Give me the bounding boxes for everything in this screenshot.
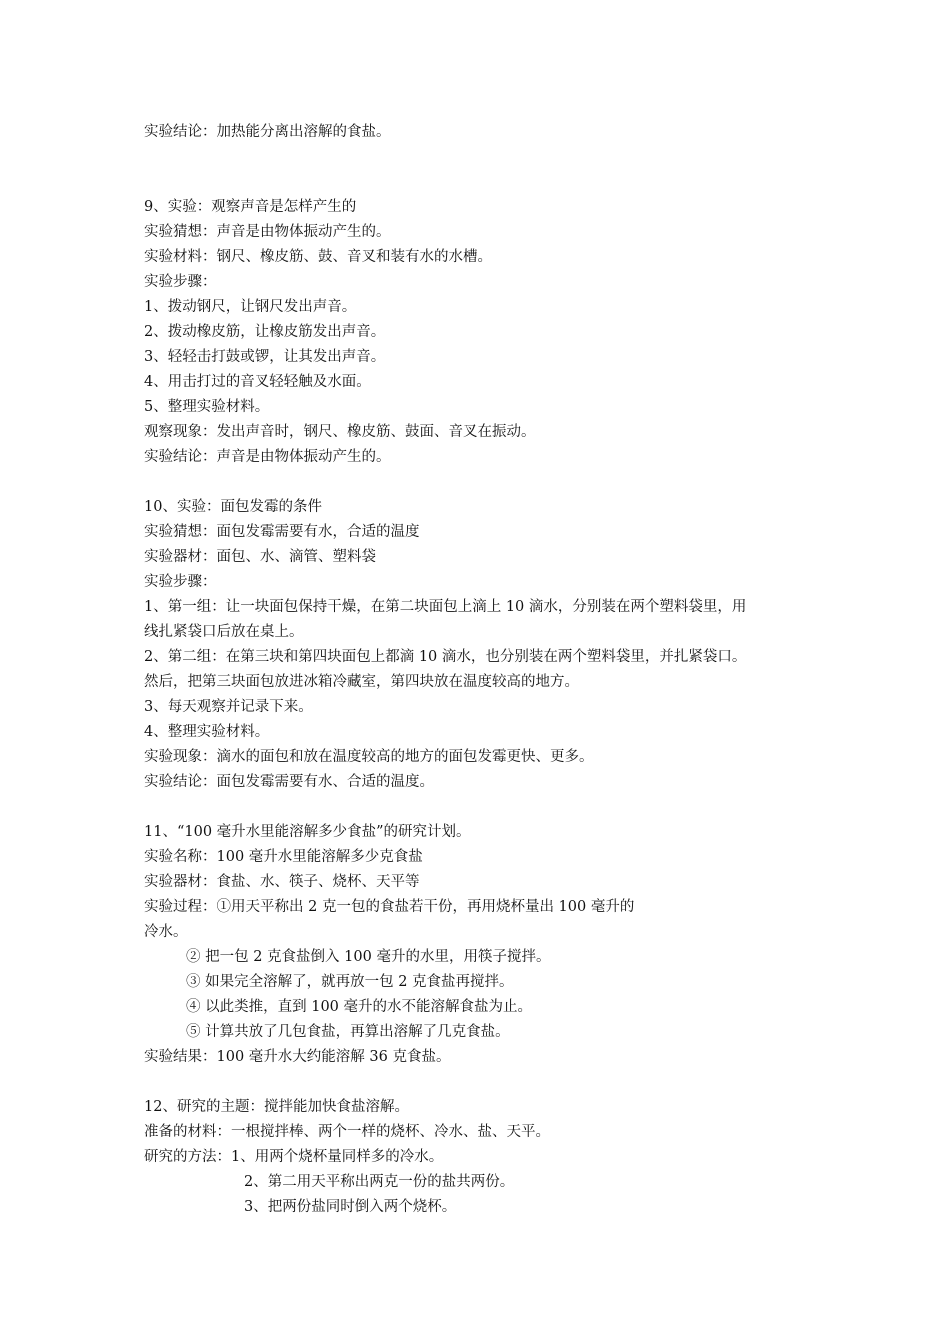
exp10-phenomenon: 实验现象：滴水的面包和放在温度较高的地方的面包发霉更快、更多。 (144, 749, 594, 765)
exp10-title: 10、实验：面包发霉的条件 (144, 499, 322, 515)
experiment-11-section (144, 820, 824, 1070)
exp11-title: 11、“100 毫升水里能溶解多少食盐”的研究计划。 (144, 824, 471, 840)
exp9-step: 2、拨动橡皮筋，让橡皮筋发出声音。 (144, 324, 386, 340)
exp12-method: 研究的方法：1、用两个烧杯量同样多的冷水。 (144, 1149, 444, 1165)
prev-conclusion: 实验结论：加热能分离出溶解的食盐。 (144, 124, 391, 140)
exp10-step4: 4、整理实验材料。 (144, 724, 270, 740)
spacer (144, 145, 824, 195)
exp9-observation: 观察现象：发出声音时，钢尺、橡皮筋、鼓面、音叉在振动。 (144, 424, 536, 440)
exp10-steps-label: 实验步骤： (144, 574, 217, 590)
exp10-step3: 3、每天观察并记录下来。 (144, 699, 313, 715)
exp12-materials: 准备的材料：一根搅拌棒、两个一样的烧杯、冷水、盐、天平。 (144, 1124, 550, 1140)
exp11-equipment: 实验器材：食盐、水、筷子、烧杯、天平等 (144, 874, 420, 890)
exp12-method-step: 3、把两份盐同时倒入两个烧杯。 (244, 1199, 457, 1215)
exp9-conclusion: 实验结论：声音是由物体振动产生的。 (144, 449, 391, 465)
experiment-12-section (144, 1095, 824, 1220)
exp9-steps-label: 实验步骤： (144, 274, 217, 290)
exp11-name: 实验名称：100 毫升水里能溶解多少克食盐 (144, 849, 423, 865)
exp11-result: 实验结果：100 毫升水大约能溶解 36 克食盐。 (144, 1049, 451, 1065)
experiment-10-section (144, 495, 824, 795)
exp11-process: 实验过程：①用天平称出 2 克一包的食盐若干份，再用烧杯量出 100 毫升的 (144, 899, 635, 915)
exp10-step2: 2、第二组：在第三块和第四块面包上都滴 10 滴水，也分别装在两个塑料袋里，并扎紧袋口。 (144, 649, 747, 665)
exp9-step: 1、拨动钢尺，让钢尺发出声音。 (144, 299, 357, 315)
exp10-guess: 实验猜想：面包发霉需要有水，合适的温度 (144, 524, 420, 540)
exp9-materials: 实验材料：钢尺、橡皮筋、鼓、音叉和装有水的水槽。 (144, 249, 492, 265)
exp10-step1-cont: 线扎紧袋口后放在桌上。 (144, 624, 304, 640)
exp9-title: 9、实验：观察声音是怎样产生的 (144, 199, 357, 215)
spacer (144, 1070, 824, 1095)
experiment-9-section (144, 195, 824, 470)
exp12-method-step: 2、第二用天平称出两克一份的盐共两份。 (244, 1174, 515, 1190)
document-page (144, 120, 824, 1220)
exp10-step1: 1、第一组：让一块面包保持干燥，在第二块面包上滴上 10 滴水，分别装在两个塑料袋里，用 (144, 599, 747, 615)
exp9-step: 5、整理实验材料。 (144, 399, 270, 415)
exp10-equipment: 实验器材：面包、水、滴管、塑料袋 (144, 549, 376, 565)
exp11-process-step: ④ 以此类推，直到 100 毫升的水不能溶解食盐为止。 (186, 999, 533, 1015)
exp11-process-step: ② 把一包 2 克食盐倒入 100 毫升的水里，用筷子搅拌。 (186, 949, 551, 965)
exp10-conclusion: 实验结论：面包发霉需要有水、合适的温度。 (144, 774, 434, 790)
exp11-process-step: ③ 如果完全溶解了，就再放一包 2 克食盐再搅拌。 (186, 974, 514, 990)
exp11-process-step: ⑤ 计算共放了几包食盐，再算出溶解了几克食盐。 (186, 1024, 510, 1040)
spacer (144, 470, 824, 495)
exp9-step: 3、轻轻击打鼓或锣，让其发出声音。 (144, 349, 386, 365)
spacer (144, 795, 824, 820)
exp11-process-cont: 冷水。 (144, 924, 188, 940)
exp9-guess: 实验猜想：声音是由物体振动产生的。 (144, 224, 391, 240)
exp12-title: 12、研究的主题：搅拌能加快食盐溶解。 (144, 1099, 409, 1115)
exp10-step2-cont: 然后，把第三块面包放进冰箱冷藏室，第四块放在温度较高的地方。 (144, 674, 579, 690)
exp9-step: 4、用击打过的音叉轻轻触及水面。 (144, 374, 371, 390)
